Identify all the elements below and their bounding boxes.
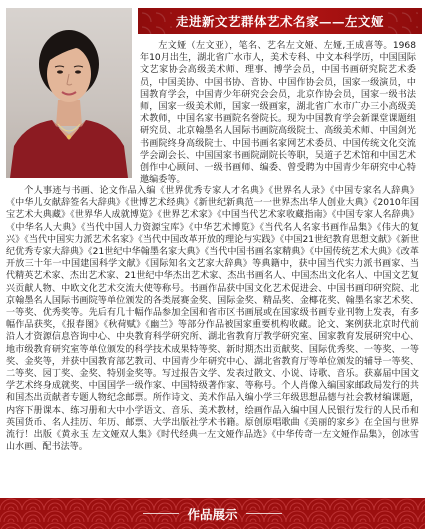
works-section-title-wrap <box>0 498 425 529</box>
title-divider-left <box>143 513 179 514</box>
works-section-title: 作品展示 <box>187 506 238 522</box>
title-divider-right <box>246 513 282 514</box>
portrait-illustration <box>6 8 132 178</box>
profile-title: 走进新文艺群体艺术名家——左文娅 <box>175 14 384 29</box>
bio-main-paragraph: 个人事迹与书画、论文作品入编《世界优秀专家人才名典》《世界名人录》《中国专家名人辞典》《中华儿女献辞签名大辞典》《世博艺术经典》《新世纪新典范一一世界杰出华人创业大典》《2010年国宝艺术大典藏》《世界华人成就博览》《世界艺术家》《中国当代艺术家收藏指南》《中国专家人名辞典》《中华名人大典》《当代中国人力资源宝库》《中华艺术博览》《当代名人名家书画作品集》《伟大的复兴》《当代中国实力派艺术名家》《当代中国改革开放的理论与实践》《中国21世纪教育思想文献》《新世纪优秀专家大辞典》《21世纪中华翰墨名家大典》《当代中国书画名家精典》《中国传统艺术大典》《改革开放三十年一中国建国科学文献》《国际知名文艺家大辞典》等典籍中，获中国当代实力派书画家、当代精英艺术家、杰出艺术家、21世纪中华杰出艺术家、杰出书画名人、中国杰出文化名人、中国文艺复兴贡献人物、中欧文化艺术交流大使等称号。书画作品获中国文化艺术促进会、中国书画印研究院、北京翰墨名人国际书画院等单位颁发的各类展赛金奖、国际金奖、精品奖、金椰花奖、翰墨名家艺术奖、一等奖、优秀奖等。先后有几十幅作品参加全国和省市区书画展或在国家级书画专业刊物上发表，有多幅作品获奖，《报春图》《秋荷赋》《幽兰》等部分作品被国家重要机构收藏。论文、案例获北京时代前沿人才资源信息咨询中心、中央教育科学研究所、湖北省教育厅教学研究室、国家教育发展研究中心、地市级教育研究室等单位颁发的科学技术成果特等奖、新时期杰出贡献奖、国际优秀奖、一等奖、一等奖、金奖等，并获中国教育部艺教司、中国青少年研究中心、湖北省教育厅等单位颁发的辅导一等奖、二等奖、园丁奖、金奖、特别金奖等。写过报告文学、发表过散文、小说、诗歌、音乐。获嘉届中国文学艺术终身成就奖、中国国学一级作家、中国特级著作家、等称号。个人肖像入编国家邮政局发行的共和国杰出贡献者专题人物纪念邮票。所作诗文、美术作品入编小学三年级思想品德与社会教材编课题，内容下册课本、练习册和大中小学语文、音乐、美术教材，绘画作品入编中国人民银行发行的人民币和英国货币、名人挂历、年历、邮票、大学出版社学术书籍。原创原唱歌曲《美丽的家乡》在全国与世界流行！出版《黄永玉 左文娅双人集》《时代经典一左文娅作品选》《中华传奇一左文娅作品集》，创冰雪山水画、配书法等。 <box>6 186 419 453</box>
portrait-photo <box>6 8 132 178</box>
works-section-banner <box>0 498 425 529</box>
bio-intro-paragraph: 左文娅（左文亚），笔名、艺名左文娅、左娅,王成喜等。1968年10月出生，湖北省广水市人，美术专科、中文本科学历，中国国际文艺家协会高级美术师、理事、博学会员，中国书画研究院艺术委员，中国美协、中国书协、音协、中国作协会员，国家一级演员，中国教育学会，中国青少年研究会会员，北京作协会员，国家一级书法师，国家一级美术师，国家一级画家，湖北省广水市广办三小高级美术教师，中国名家书画院名誉院长。现为中国教育学会新课堂课题组研究员、北京翰墨名人国际书画院高级院士、高级美术师、中国剑光书画院终身高级院士、中国书画名家网艺术委员、中国传统文化交流学会副会长、中国国家书画院副院长等职，吴道子艺术馆和中国艺术创作中心顾问、一级书画师、编委、曾受聘为中国青少年研究中心特邀编委等。 <box>140 41 416 186</box>
profile-title-banner <box>138 8 422 34</box>
